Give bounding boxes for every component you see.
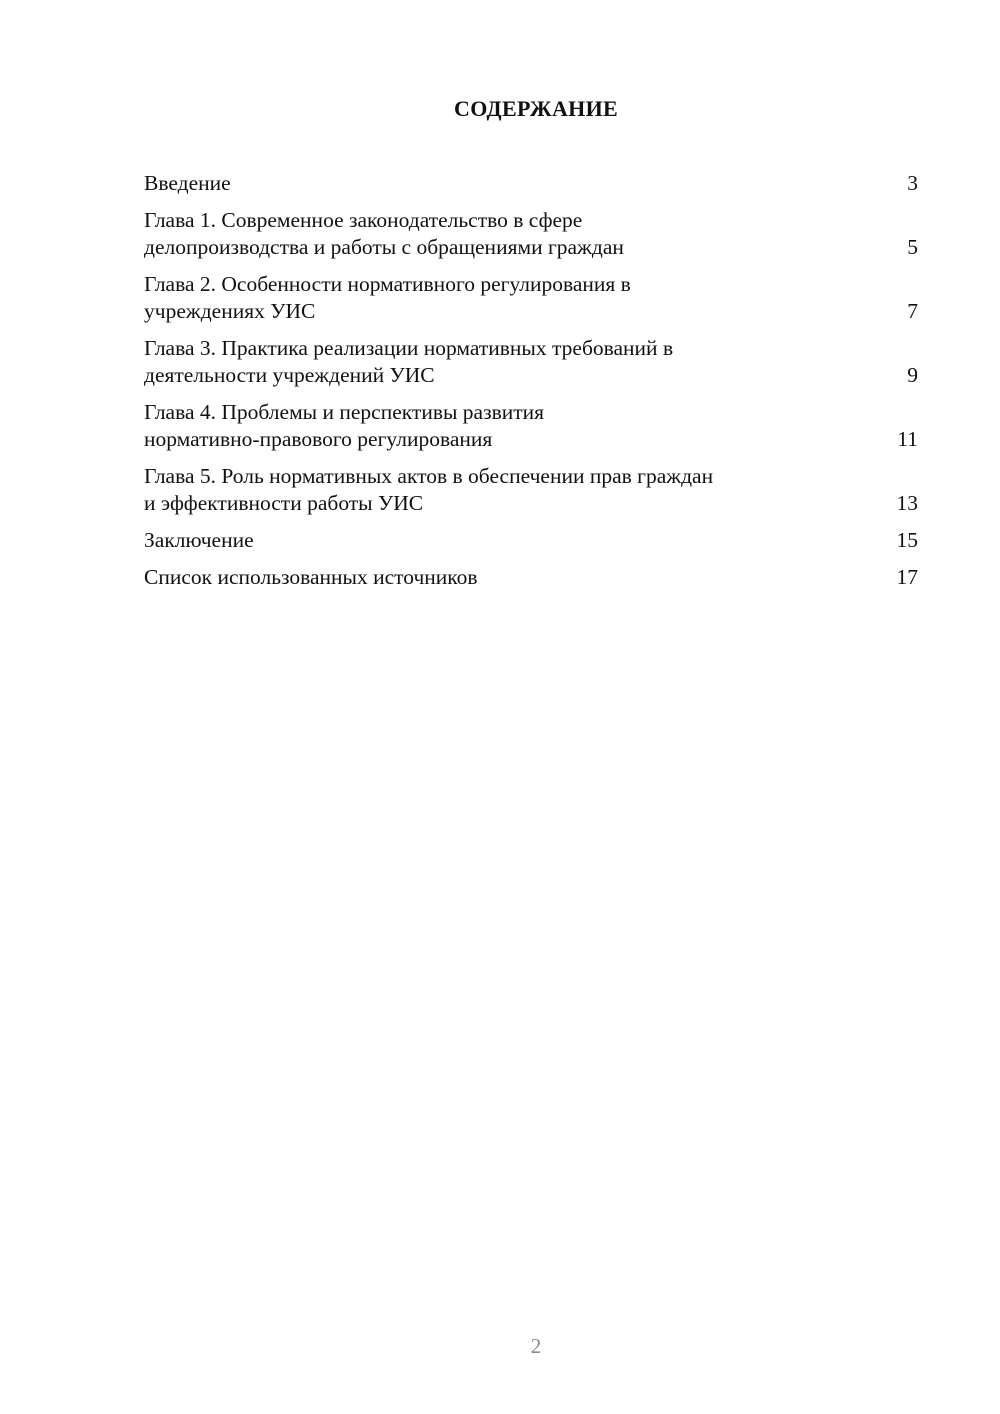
toc-entry-line: Глава 2. Особенности нормативного регулирования в: [144, 272, 631, 296]
toc-entry-chapter-2: [144, 271, 918, 325]
toc-page-number: 5: [907, 235, 918, 259]
toc-page-number: 13: [896, 491, 918, 515]
page-number: 2: [530, 1334, 542, 1358]
page-title: СОДЕРЖАНИЕ: [454, 96, 618, 121]
toc-entry-line: Глава 1. Современное законодательство в сфере: [144, 208, 583, 232]
toc-page-number: 11: [897, 427, 918, 451]
toc-entry-line: учреждениях УИС: [144, 299, 316, 323]
toc-entry-chapter-4: [144, 399, 918, 453]
toc-entry-line: нормативно-правового регулирования: [144, 427, 493, 451]
toc-entry-line: Введение: [144, 171, 231, 195]
toc-page-number: 7: [907, 299, 918, 323]
toc-page-number: 17: [896, 565, 918, 589]
toc-page-number: 15: [896, 528, 918, 552]
toc-entry-line: Список использованных источников: [144, 565, 478, 589]
toc-entry-conclusion: [144, 527, 918, 554]
toc-entry-line: и эффективности работы УИС: [144, 491, 424, 515]
toc-entry-line: делопроизводства и работы с обращениями граждан: [144, 235, 624, 259]
table-of-contents: [144, 170, 918, 601]
toc-page-number: 3: [907, 171, 918, 195]
toc-entry-chapter-1: [144, 207, 918, 261]
toc-entry-text: [144, 463, 713, 517]
toc-entry-line: деятельности учреждений УИС: [144, 363, 435, 387]
toc-entry-text: [144, 527, 254, 554]
toc-entry-references: [144, 564, 918, 591]
toc-entry-line: Глава 3. Практика реализации нормативных требований в: [144, 336, 674, 360]
toc-entry-text: [144, 170, 231, 197]
toc-entry-chapter-3: [144, 335, 918, 389]
toc-entry-text: [144, 335, 673, 389]
toc-entry-text: [144, 564, 478, 591]
toc-entry-text: [144, 207, 624, 261]
toc-entry-line: Заключение: [144, 528, 254, 552]
toc-page-number: 9: [907, 363, 918, 387]
toc-entry-line: Глава 5. Роль нормативных актов в обеспечении прав граждан: [144, 464, 714, 488]
toc-entry-line: Глава 4. Проблемы и перспективы развития: [144, 400, 545, 424]
toc-entry-text: [144, 271, 631, 325]
toc-entry-introduction: [144, 170, 918, 197]
toc-entry-chapter-5: [144, 463, 918, 517]
toc-entry-text: [144, 399, 544, 453]
